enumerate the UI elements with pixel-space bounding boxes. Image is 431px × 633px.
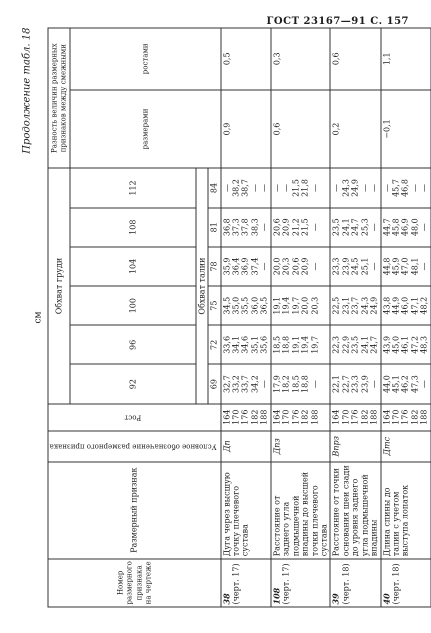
cell-value: 46,1 [400,335,410,354]
cell-value: 25,1 [359,257,369,275]
cell-value: — [309,379,319,388]
cell-value: 43,8 [381,296,391,315]
cell-value: — [331,183,341,192]
cell-value: — [419,183,429,192]
cell-value: 24,1 [340,217,350,236]
cell-value: 23,9 [340,257,350,275]
feature-name: Дуга через высшую точку плечевого сустава [220,461,270,558]
cell-value: 18,8 [300,374,310,393]
cell-value: 36,8 [221,217,231,236]
cell-value: 25,3 [359,217,369,236]
cell-value: 188 [309,409,319,425]
cell-value: — [381,183,391,192]
cell-value: 44,0 [381,374,391,393]
chest-values-list [222,210,269,244]
cell-value: 32,7 [221,374,231,393]
chest-values-list [331,366,378,400]
feature-condition: Дп [220,430,270,461]
cell-value: 44,8 [381,257,391,275]
cell-value: 48,1 [409,257,419,275]
cell-value: 164 [271,409,281,425]
feature-name: Расстояние от заднего угла подмышечной впадины до высшей точки плечевого сустава [270,461,330,558]
cell-value: 22,5 [331,296,341,315]
heights-list [272,406,319,428]
cell-value: — [409,183,419,192]
chest-values-list [382,210,429,244]
cell-value: 170 [391,409,401,425]
cell-value: 35,6 [259,335,269,354]
cell-value: 20,9 [300,257,310,275]
chest-column-values [220,168,270,207]
chest-values-list [272,366,319,400]
cell-value: 24,9 [350,178,360,197]
cell-value: — [369,183,379,192]
cell-value: 22,7 [340,374,350,393]
cell-value: 19,1 [290,335,300,354]
cell-value: 21,5 [300,217,310,236]
chest-column-values [380,286,430,325]
cell-value: 20,6 [290,257,300,275]
cell-value: 170 [340,409,350,425]
rotated-table-block [21,27,429,607]
cell-value: 44,9 [391,296,401,315]
chest-column-values [330,364,380,403]
feature-number: 40 [380,592,391,604]
chest-values-list [222,366,269,400]
cell-value: 46,0 [400,296,410,315]
chest-values-list [331,210,378,244]
height-values [380,403,430,430]
cell-value: 47,0 [400,257,410,275]
cell-value: 164 [221,409,231,425]
table-row [220,28,270,607]
chest-value-header: 108 [69,207,195,246]
cell-value: 20,3 [281,257,291,275]
cell-value: 170 [281,409,291,425]
diff-heights-value: 0,6 [330,28,380,90]
feature-number: 39 [330,592,341,604]
chest-column-values [330,168,380,207]
chest-column-values [220,325,270,364]
col-header-condition: Условное обозначение размерного признака [48,430,221,461]
diff-sizes-value: 0,9 [220,89,270,168]
cell-value: 188 [419,409,429,425]
cell-value: 23,5 [350,335,360,354]
chest-column-values [380,246,430,285]
chest-column-values [380,168,430,207]
cell-value: 35,0 [231,296,241,315]
heights-list [382,406,429,428]
cell-value: 36,9 [240,257,250,275]
col-header-height: Рост [48,403,221,430]
cell-value: — [221,183,231,192]
cell-value: 37,8 [240,217,250,236]
diff-sizes-value: −0,1 [380,89,430,168]
cell-value: 182 [249,409,259,425]
col-header-number: Номер размерного признака на чертеже [48,558,221,606]
cell-value: 47,3 [409,374,419,393]
drawing-ref: (черт. 18) [340,562,350,604]
waist-value: 75 [208,285,219,324]
cell-value: 48,3 [419,335,429,354]
chest-value-header: 96 [69,325,195,364]
cell-value: 17,9 [271,374,281,393]
chest-column-values [220,246,270,285]
cell-value: 35,1 [249,335,259,354]
cell-value: 182 [300,409,310,425]
chest-values-list [272,170,319,204]
waist-value: 78 [208,246,219,285]
cell-value: — [369,261,379,270]
chest-value-header: 104 [69,246,195,285]
chest-column-values [270,246,330,285]
cell-value: 24,9 [369,296,379,315]
cell-value: 176 [290,409,300,425]
cell-value: — [309,222,319,231]
cell-value: 36,0 [249,296,259,315]
cell-value: 24,3 [340,178,350,197]
chest-values-list [222,170,269,204]
cell-value: 48,0 [409,217,419,236]
waist-values-row [208,168,219,402]
cell-value: — [309,261,319,270]
cell-value: 20,3 [309,296,319,315]
cell-value: 24,5 [350,257,360,275]
col-header-chest-group: Обхват груди [48,168,70,403]
chest-values-list [272,288,319,322]
cell-value: 24,7 [350,217,360,236]
cell-value: 23,9 [359,374,369,393]
diff-heights-value: 0,5 [220,28,270,90]
cell-value: 188 [259,409,269,425]
diff-heights-header: ростами [69,28,220,90]
cell-value: 188 [369,409,379,425]
cell-value: 19,4 [300,335,310,354]
cell-value: 21,2 [290,217,300,236]
chest-column-values [220,286,270,325]
chest-value-header: 100 [69,286,195,325]
feature-number-cell [380,558,430,606]
cell-value: 20,9 [281,217,291,236]
cell-value: 20,0 [271,257,281,275]
cell-value: 45,8 [391,217,401,236]
cell-value: 18,5 [271,335,281,354]
chest-value-header: 92 [69,364,195,403]
cell-value: 164 [381,409,391,425]
cell-value: 23,3 [331,257,341,275]
chest-column-values [270,207,330,246]
cell-value: 20,6 [271,217,281,236]
feature-condition: Впрз [330,430,380,461]
feature-number-cell [270,558,330,606]
table-row [270,28,330,607]
table-body [220,28,430,607]
cell-value: — [259,222,269,231]
cell-value: 34,2 [249,374,259,393]
height-values [330,403,380,430]
chest-column-values [270,286,330,325]
chest-column-values [380,325,430,364]
drawing-ref: (черт. 17) [281,562,291,604]
cell-value: 18,2 [281,374,291,393]
page-header: ГОСТ 23167—91 С. 157 [266,16,409,27]
chest-values-list [382,249,429,283]
diff-sizes-value: 0,2 [330,89,380,168]
cell-value: 176 [240,409,250,425]
cell-value: — [259,183,269,192]
chest-values-list [331,170,378,204]
diff-heights-value: 0,3 [270,28,330,90]
chest-column-values [380,364,430,403]
table-continuation-label: Продолжение табл. 18 [21,27,32,154]
chest-values-list [222,327,269,361]
cell-value: 22,3 [331,335,341,354]
chest-values-list [331,288,378,322]
col-header-diff-group: Разность величин размерных признаков между смежными [48,28,70,168]
chest-values-list [272,249,319,283]
cell-value: 23,5 [331,217,341,236]
cell-value: 38,7 [240,178,250,197]
chest-values-list [272,327,319,361]
diff-sizes-header: размерами [69,89,220,168]
cell-value: — [369,379,379,388]
cell-value: — [259,261,269,270]
table-row [380,28,430,607]
feature-number: 38 [220,592,231,604]
cell-value: 33,6 [221,335,231,354]
feature-name: Расстояние от точки основания шеи сзади до уровня заднего угла подмышечной впадины [330,461,380,558]
cell-value: — [419,261,429,270]
cell-value: 21,5 [290,178,300,197]
table-row [330,28,380,607]
col-header-feature: Размерный признак [48,461,221,558]
feature-condition: Дпз [270,430,330,461]
chest-column-values [270,325,330,364]
cell-value: 46,9 [400,217,410,236]
feature-number-cell [220,558,270,606]
chest-column-values [270,168,330,207]
cell-value: — [419,379,429,388]
waist-value: 69 [208,363,219,402]
cell-value: 45,0 [391,335,401,354]
cell-value: 164 [331,409,341,425]
cell-value: 38,3 [249,217,259,236]
chest-column-values [220,207,270,246]
cell-value: 176 [350,409,360,425]
height-values [220,403,270,430]
cell-value: — [259,379,269,388]
chest-values-list [382,327,429,361]
chest-column-values [380,207,430,246]
cell-value: 37,3 [231,217,241,236]
cell-value: 33,2 [231,374,241,393]
drawing-ref: (черт. 17) [231,562,241,604]
waist-group-title: Обхват талии [196,168,208,402]
cell-value: 19,4 [281,296,291,315]
cell-value: — [369,222,379,231]
cell-value: 46,8 [400,178,410,197]
feature-condition: Дтс [380,430,430,461]
cell-value: 176 [400,409,410,425]
cell-value: 33,7 [240,374,250,393]
chest-column-values [270,364,330,403]
cell-value: 36,4 [231,257,241,275]
chest-column-values [330,207,380,246]
cell-value: 34,6 [240,335,250,354]
cell-value: 35,5 [240,296,250,315]
cell-value: — [281,183,291,192]
cell-value: — [419,222,429,231]
cell-value: 38,2 [231,178,241,197]
chest-column-values [330,246,380,285]
cell-value: 22,1 [331,374,341,393]
cell-value: 24,1 [359,335,369,354]
chest-value-header: 112 [69,168,195,207]
cell-value: 34,5 [221,296,231,315]
cell-value: 170 [231,409,241,425]
cell-value: 24,7 [369,335,379,354]
heights-list [331,406,378,428]
cell-value: 21,8 [300,178,310,197]
cell-value: 46,2 [400,374,410,393]
cell-value: 47,1 [409,296,419,315]
cell-value: 18,5 [290,374,300,393]
measurements-table [47,27,431,607]
chest-values-list [382,366,429,400]
cell-value: 37,4 [249,257,259,275]
cell-value: 22,9 [340,335,350,354]
chest-values-list [331,327,378,361]
cell-value: 45,9 [391,257,401,275]
feature-name: Длина спины до талии с учетом выступа лопаток [380,461,430,558]
cell-value: 18,8 [281,335,291,354]
chest-values-list [382,288,429,322]
chest-column-values [330,325,380,364]
waist-value: 84 [209,182,219,193]
cell-value: 44,7 [381,217,391,236]
feature-number: 108 [270,587,281,604]
waist-group-cell [195,168,220,403]
cell-value: 24,3 [359,296,369,315]
chest-values-list [222,288,269,322]
cell-value: — [249,183,259,192]
cell-value: 19,7 [309,335,319,354]
cell-value: — [359,183,369,192]
cell-value: 19,1 [271,296,281,315]
cell-value: 45,1 [391,374,401,393]
cell-value: 48,2 [419,296,429,315]
chest-values-list [382,170,429,204]
chest-values-list [331,249,378,283]
cell-value: 36,5 [259,296,269,315]
cell-value: 182 [359,409,369,425]
cell-value: 182 [409,409,419,425]
diff-heights-value: 1,1 [380,28,430,90]
cell-value: 23,1 [340,296,350,315]
waist-value: 81 [208,207,219,246]
cell-value: 47,2 [409,335,419,354]
cell-value: 23,7 [350,296,360,315]
heights-list [222,406,269,428]
cell-value: 43,9 [381,335,391,354]
cell-value: 23,3 [350,374,360,393]
drawing-ref: (черт. 18) [391,562,401,604]
height-values [270,403,330,430]
chest-values-list [272,210,319,244]
cell-value: 20,0 [300,296,310,315]
cell-value: — [309,183,319,192]
cell-value: 45,7 [391,178,401,197]
unit-label: см [33,310,43,324]
chest-column-values [220,364,270,403]
chest-column-values [330,286,380,325]
cell-value: — [271,183,281,192]
chest-values-list [222,249,269,283]
waist-value: 72 [208,324,219,363]
feature-number-cell [330,558,380,606]
diff-sizes-value: 0,6 [270,89,330,168]
cell-value: 35,9 [221,257,231,275]
cell-value: 34,1 [231,335,241,354]
cell-value: 19,7 [290,296,300,315]
